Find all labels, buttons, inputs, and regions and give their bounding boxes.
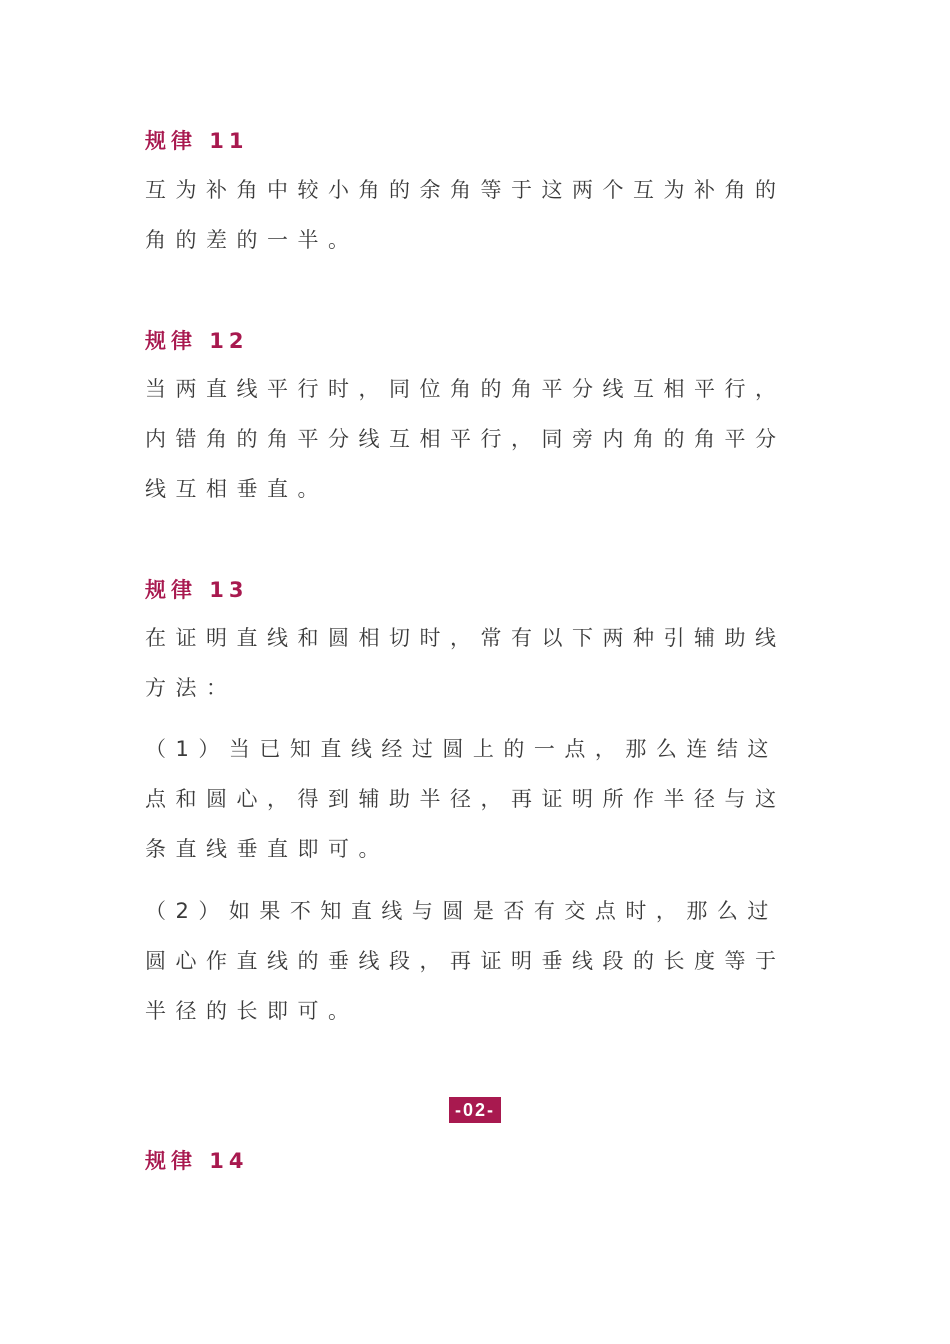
rule-13-case-2 [145,886,805,1036]
rule-14-heading: 规律 14 [145,1149,249,1173]
rule-12-paragraph: 当两直线平行时，同位角的角平分线互相平行，内错角的角平分线互相平行，同旁内角的角平分线互相垂直。 [145,377,786,501]
rule-13-case-1 [145,724,805,874]
rule-12-heading: 规律 12 [145,329,249,353]
rule-11-heading: 规律 11 [145,129,249,153]
rule-12-body [145,364,805,514]
rule-13-paragraph-case-2: （2）如果不知直线与圆是否有交点时，那么过圆心作直线的垂线段，再证明垂线段的长度等于半径的长即可。 [145,899,786,1023]
rule-13-paragraph-intro: 在证明直线和圆相切时，常有以下两种引辅助线方法： [145,626,786,700]
rule-13-intro [145,613,805,713]
rule-13-paragraph-case-1: （1）当已知直线经过圆上的一点，那么连结这点和圆心，得到辅助半径，再证明所作半径与这条直线垂直即可。 [145,737,786,861]
rule-13-heading: 规律 13 [145,578,249,602]
page-number-badge: -02- [449,1097,501,1123]
rule-11-paragraph: 互为补角中较小角的余角等于这两个互为补角的角的差的一半。 [145,178,786,252]
rule-11-body [145,165,805,265]
